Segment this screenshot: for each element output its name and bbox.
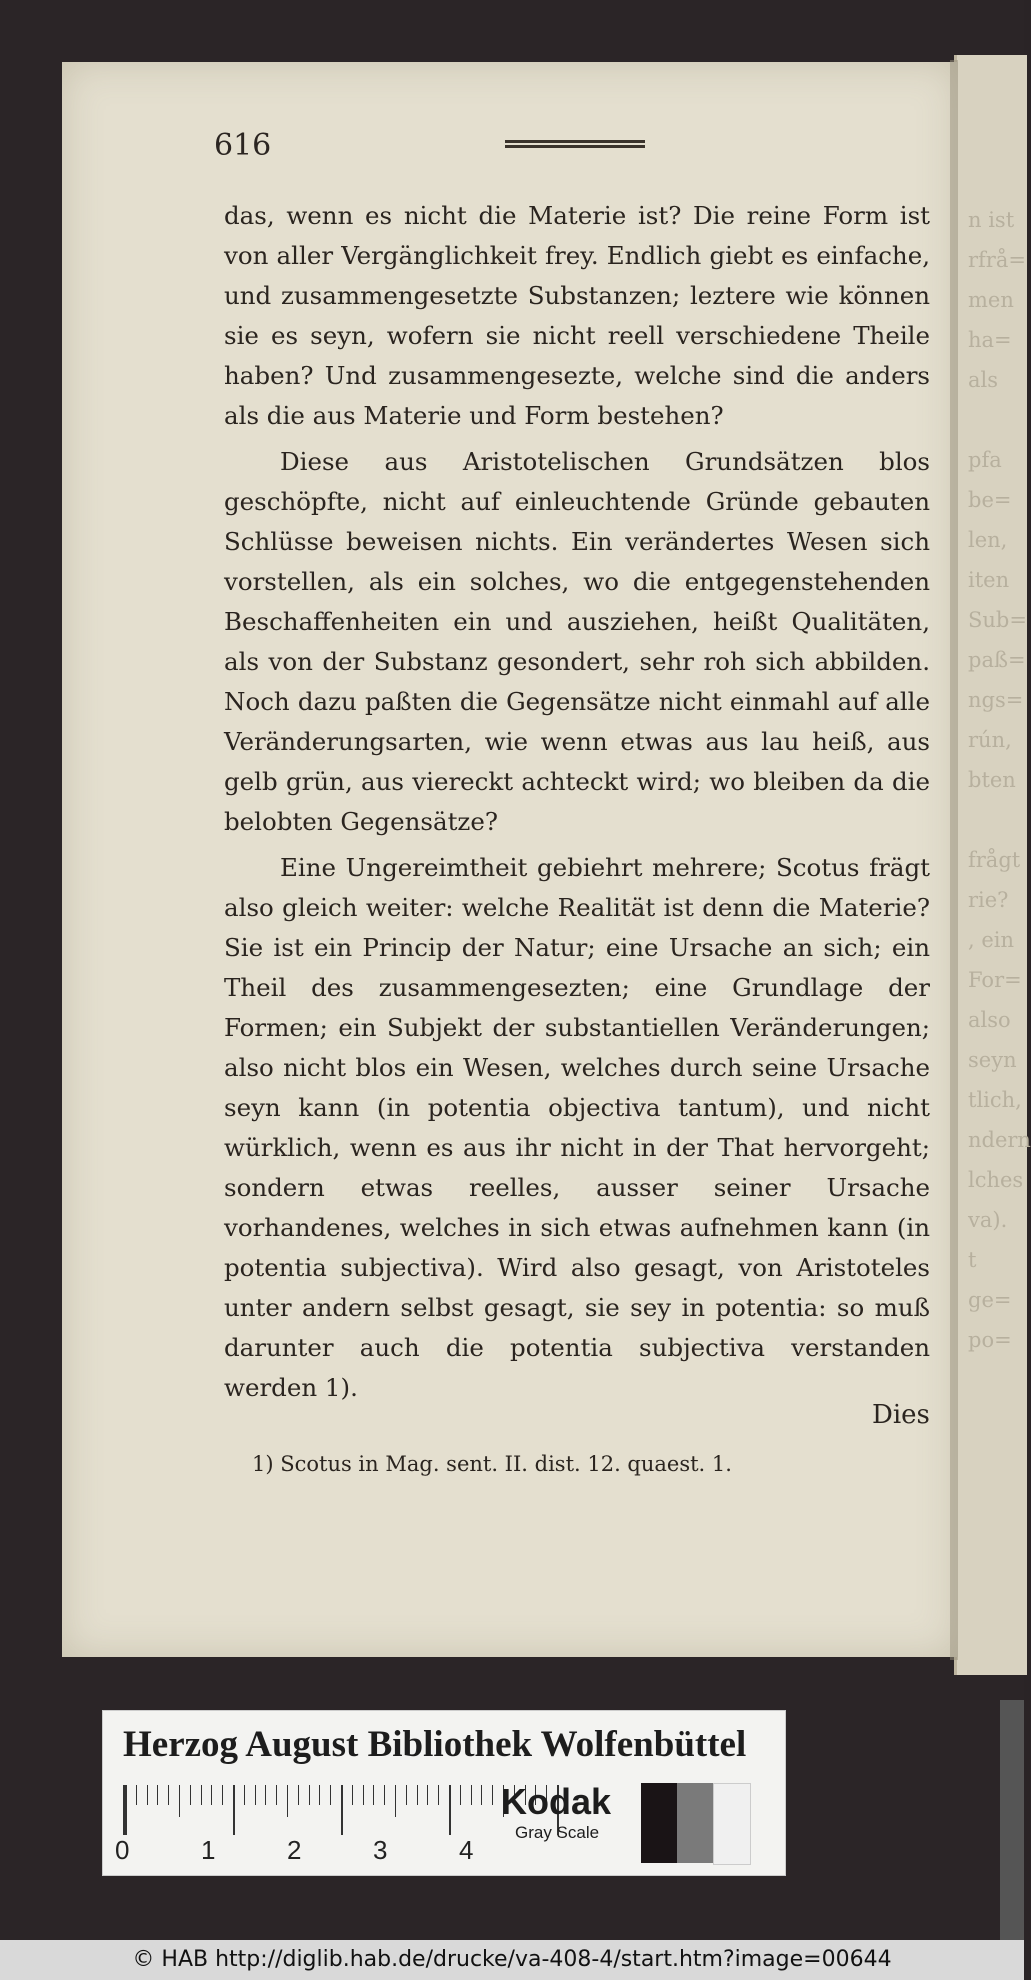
bleed-through-line: frågt (968, 848, 1021, 872)
scale-number: 1 (201, 1835, 216, 1865)
bleed-through-line: Sub= (968, 608, 1027, 632)
ruler-tick (384, 1785, 385, 1805)
bleed-through-line: bten (968, 768, 1016, 792)
ruler-tick (406, 1785, 407, 1805)
scale-ruler (123, 1785, 565, 1835)
ruler-tick (255, 1785, 256, 1805)
body-text (224, 196, 930, 1414)
page-number: 616 (214, 128, 272, 163)
paragraph-3: Eine Ungereimtheit gebiehrt mehrere; Scotus frägt also gleich weiter: welche Realität ist denn die Materie? Sie ist ein Princip der Natur; eine Ursache an sich; ein Theil des zusammengesezten; eine Grundlage der Formen; ein Subjekt der substantiellen Veränderungen; also nicht blos ein Wesen, welches durch seine Ursache seyn kann (in potentia objectiva tantum), und nicht würklich, wenn es aus ihr nicht in der That hervorgeht; sondern etwas reelles, ausser seiner Ursache vorhandenes, welches in sich etwas aufnehmen kann (in potentia subjectiva). Wird also gesagt, von Aristoteles unter andern selbst gesagt, sie sey in potentia: so muß darunter auch die potentia subjectiva verstanden werden 1). (224, 853, 930, 1402)
ruler-tick (373, 1785, 374, 1805)
bleed-through-line: tlich, (968, 1088, 1022, 1112)
footnote: 1) Scotus in Mag. sent. II. dist. 12. quaest. 1. (252, 1452, 732, 1476)
ruler-tick (449, 1785, 451, 1835)
paragraph-1: das, wenn es nicht die Materie ist? Die reine Form ist von aller Vergänglichkeit frey. Endlich giebt es einfache, und zusammengesetzte Substanzen; leztere wie können sie es seyn, wofern sie nicht reell verschiedene Theile haben? Und zusammengesezte, welche sind die anders als die aus Materie und Form bestehen? (224, 201, 930, 430)
bleed-through-line: t ge= (968, 1248, 1012, 1312)
header-rule (505, 140, 645, 150)
ruler-tick (395, 1785, 396, 1817)
bleed-through-line: rún, (968, 728, 1012, 752)
ruler-tick (341, 1785, 343, 1835)
bleed-through-line: paß= (968, 648, 1026, 672)
paragraph-2: Diese aus Aristotelischen Grundsätzen blos geschöpfte, nicht auf einleuchtende Gründe gebauten Schlüsse beweisen nichts. Ein verändertes Wesen sich vorstellen, als ein solches, wo die entgegenstehenden Beschaffenheiten ein und ausziehen, heißt Qualitäten, als von der Substanz gesondert, sehr roh sich abbilden. Noch dazu paßten die Gegensätze nicht einmahl auf alle Veränderungsarten, wie wenn etwas aus lau heiß, aus gelb grün, aus viereckt achteckt wird; wo bleiben da die belobten Gegensätze? (224, 447, 930, 836)
swatch-white (713, 1783, 751, 1865)
ruler-tick (222, 1785, 223, 1805)
catchword: Dies (872, 1400, 930, 1430)
bleed-through-line: rfrå= (968, 248, 1026, 272)
ruler-tick (492, 1785, 493, 1805)
bleed-through-line: ngs= (968, 688, 1024, 712)
bleed-through-line: seyn (968, 1048, 1017, 1072)
bleed-through-line: po= (968, 1328, 1012, 1352)
bleed-through-line (968, 400, 1024, 440)
bleed-through-line: len, (968, 528, 1008, 552)
bleed-through-line: , ein (968, 928, 1015, 952)
ruler-tick (211, 1785, 212, 1805)
ruler-tick (233, 1785, 235, 1835)
bleed-through-line: va). (968, 1208, 1008, 1232)
swatch-gray (677, 1783, 713, 1863)
ruler-tick (330, 1785, 331, 1805)
ruler-tick (417, 1785, 418, 1805)
ruler-tick (147, 1785, 148, 1805)
scale-number: 2 (287, 1835, 302, 1865)
scanner-strip (1000, 1700, 1024, 1940)
ruler-tick (179, 1785, 180, 1817)
bleed-through-line: also (968, 1008, 1011, 1032)
ruler-tick (363, 1785, 364, 1805)
ruler-tick (309, 1785, 310, 1805)
scale-number: 4 (459, 1835, 474, 1865)
swatch-black (641, 1783, 677, 1863)
color-target-card (102, 1710, 786, 1876)
bleed-through-line: ndern (968, 1128, 1031, 1152)
bleed-through-line: iten (968, 568, 1010, 592)
ruler-tick (287, 1785, 288, 1817)
bleed-through-line (968, 800, 1024, 840)
ruler-tick (201, 1785, 202, 1805)
kodak-logo: Kodak (501, 1781, 612, 1822)
scale-number: 0 (115, 1835, 130, 1865)
ruler-tick (265, 1785, 266, 1805)
ruler-tick (136, 1785, 137, 1805)
bleed-through-line: als (968, 368, 999, 392)
ruler-tick (190, 1785, 191, 1805)
ruler-tick (352, 1785, 353, 1805)
page-shadow (950, 60, 958, 1660)
scale-number: 3 (373, 1835, 388, 1865)
bleed-through-line: For= (968, 968, 1022, 992)
ruler-tick (481, 1785, 482, 1805)
bleed-through-line: be= (968, 488, 1012, 512)
ruler-tick (298, 1785, 299, 1805)
bleed-through-line: lches (968, 1168, 1024, 1192)
ruler-tick (125, 1785, 127, 1835)
bleed-through-line: n ist (968, 208, 1015, 232)
ruler-tick (319, 1785, 320, 1805)
gray-scale-label: Gray Scale (515, 1823, 600, 1842)
bleed-through-line: pfa (968, 448, 1002, 472)
bleed-through-line: ha= (968, 328, 1012, 352)
library-title: Herzog August Bibliothek Wolfenbüttel (123, 1724, 747, 1765)
ruler-tick (427, 1785, 428, 1805)
bleed-through-line: men (968, 288, 1014, 312)
ruler-tick (471, 1785, 472, 1805)
ruler-tick (168, 1785, 169, 1805)
footer-credit: © HAB http://diglib.hab.de/drucke/va-408-4/start.htm?image=00644 (0, 1940, 1024, 1980)
bleed-through-text (968, 200, 1031, 1360)
ruler-tick (276, 1785, 277, 1805)
ruler-tick (157, 1785, 158, 1805)
ruler-tick (460, 1785, 461, 1805)
ruler-tick (244, 1785, 245, 1805)
ruler-tick (438, 1785, 439, 1805)
bleed-through-line: rie? (968, 888, 1009, 912)
